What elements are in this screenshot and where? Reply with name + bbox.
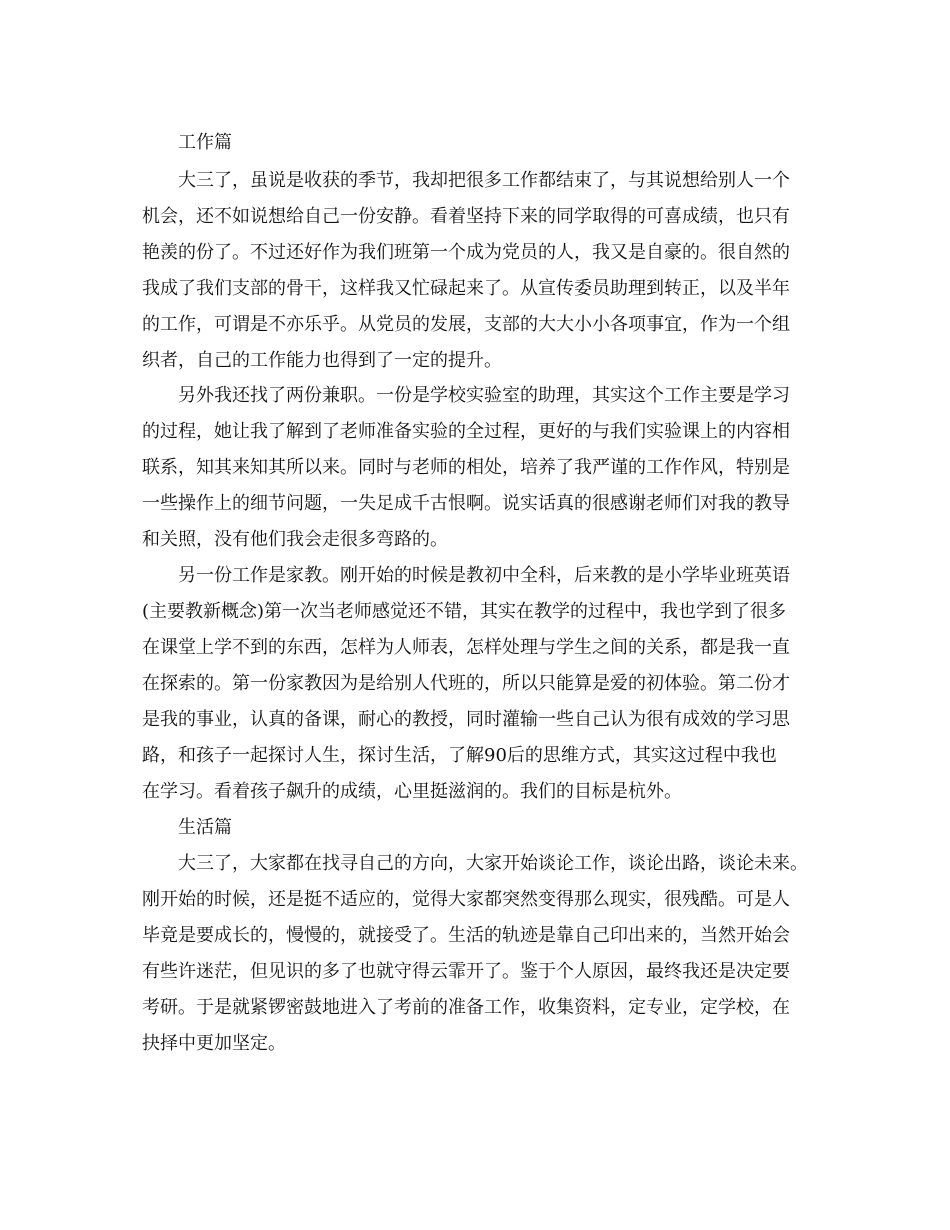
text-line: 抉择中更加坚定。 xyxy=(142,1033,286,1054)
text-line: 我成了我们支部的骨干，这样我又忙碌起来了。从宣传委员助理到转正，以及半年 xyxy=(142,278,790,299)
text-line: 路，和孩子一起探讨人生，探讨生活，了解90后的思维方式，其实这过程中我也 xyxy=(142,745,777,766)
text-line: 另一份工作是家教。刚开始的时候是教初中全科，后来教的是小学毕业班英语 xyxy=(178,565,790,586)
text-line: 大三了，大家都在找寻自己的方向，大家开始谈论工作，谈论出路，谈论未来。 xyxy=(178,853,808,874)
section-heading-work: 工作篇 xyxy=(178,132,232,153)
text-line: 有些许迷茫，但见识的多了也就守得云霏开了。鉴于个人原因，最终我还是决定要 xyxy=(142,961,790,982)
text-line: 的工作，可谓是不亦乐乎。从党员的发展，支部的大大小小各项事宜，作为一个组 xyxy=(142,314,790,335)
text-line: 考研。于是就紧锣密鼓地进入了考前的准备工作，收集资料，定专业，定学校，在 xyxy=(142,997,790,1018)
text-line: 另外我还找了两份兼职。一份是学校实验室的助理，其实这个工作主要是学习 xyxy=(178,385,790,406)
text-line: 在探索的。第一份家教因为是给别人代班的，所以只能算是爱的初体验。第二份才 xyxy=(142,673,790,694)
section-heading-life: 生活篇 xyxy=(178,817,232,838)
text-line: 机会，还不如说想给自己一份安静。看着坚持下来的同学取得的可喜成绩，也只有 xyxy=(142,206,790,227)
text-line: (主要教新概念)第一次当老师感觉还不错，其实在教学的过程中，我也学到了很多 xyxy=(142,601,787,622)
text-line: 刚开始的时候，还是挺不适应的，觉得大家都突然变得那么现实，很残酷。可是人 xyxy=(142,889,790,910)
text-line: 是我的事业，认真的备课，耐心的教授，同时灌输一些自己认为很有成效的学习思 xyxy=(142,709,790,730)
text-line: 和关照，没有他们我会走很多弯路的。 xyxy=(142,529,448,550)
text-line: 在课堂上学不到的东西，怎样为人师表，怎样处理与学生之间的关系，都是我一直 xyxy=(142,637,790,658)
text-line: 毕竟是要成长的，慢慢的，就接受了。生活的轨迹是靠自己印出来的，当然开始会 xyxy=(142,925,790,946)
text-line: 艳羡的份了。不过还好作为我们班第一个成为党员的人，我又是自豪的。很自然的 xyxy=(142,242,790,263)
text-line: 大三了，虽说是收获的季节，我却把很多工作都结束了，与其说想给别人一个 xyxy=(178,170,790,191)
text-line: 联系，知其来知其所以来。同时与老师的相处，培养了我严谨的工作作风，特别是 xyxy=(142,457,790,478)
text-line: 一些操作上的细节问题，一失足成千古恨啊。说实话真的很感谢老师们对我的教导 xyxy=(142,493,790,514)
text-line: 在学习。看着孩子飙升的成绩，心里挺滋润的。我们的目标是杭外。 xyxy=(142,781,682,802)
text-line: 的过程，她让我了解到了老师准备实验的全过程，更好的与我们实验课上的内容相 xyxy=(142,421,790,442)
text-line: 织者，自己的工作能力也得到了一定的提升。 xyxy=(142,350,502,371)
